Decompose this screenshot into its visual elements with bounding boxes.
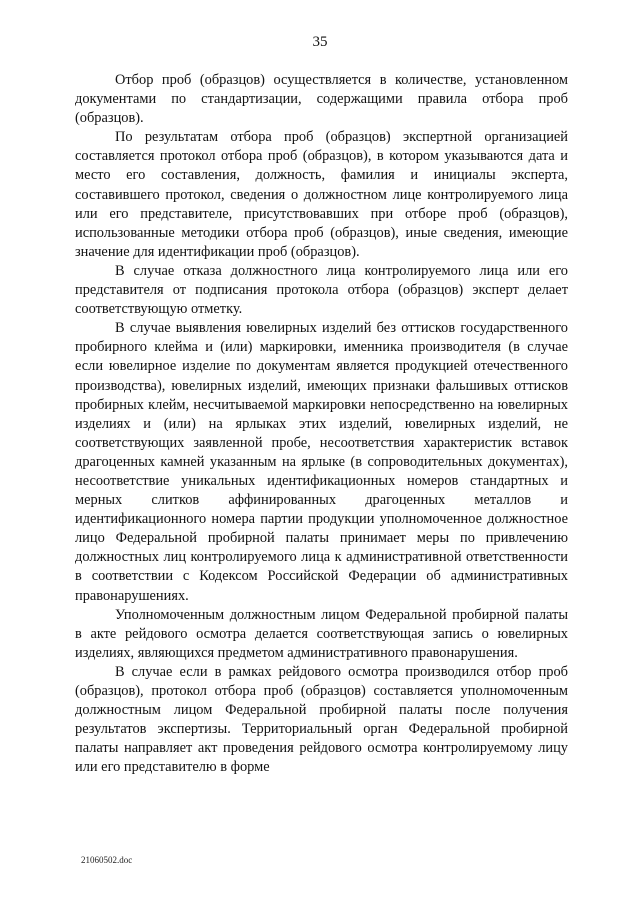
paragraph-protocol-after-expertise: В случае если в рамках рейдового осмотра производился отбор проб (образцов), протокол отбора проб (образцов) составляется уполномоченным должностным лицом Федеральной пробирной палаты после получения результатов экспертизы. Территориальный орган Федеральной пробирной палаты направляет акт проведения рейдового осмотра контролируемому лицу или его представителю в форме (75, 663, 568, 776)
paragraph-violations-detected: В случае выявления ювелирных изделий без оттисков государственного пробирного клейма и (или) маркировки, именника производителя (в случае если ювелирное изделие по документам является продукцией отечественного производства), ювелирных изделий, имеющих признаки фальшивых оттисков пробирных клейм, несчитываемой маркировки непосредственно на ювелирных изделиях и (или) на ярлыках этих изделий, ювелирных изделий, не соответствующих заявленной пробе, несоответствия характеристик вставок драгоценных камней указанным на ярлыке (в сопроводительных документах), несоответствие уникальных идентификационных номеров стандартных и мерных слитков аффинированных драгоценных металлов и идентификационного номера партии продукции уполномоченное должностное лицо Федеральной пробирной палаты принимает меры по привлечению должностных лиц контролируемого лица к административной ответственности в соответствии с Кодексом Российской Федерации об административных правонарушениях. (75, 320, 568, 604)
paragraph-refusal-to-sign: В случае отказа должностного лица контролируемого лица или его представителя от подписания протокола отбора (образцов) эксперт делает соответствующую отметку. (75, 262, 568, 318)
paragraph-inspection-record: Уполномоченным должностным лицом Федеральной пробирной палаты в акте рейдового осмотра делается соответствующая запись о ювелирных изделиях, являющихся предметом административного правонарушения. (75, 606, 568, 661)
document-body (75, 71, 568, 777)
document-filename: 21060502.doc (81, 855, 133, 865)
page-number: 35 (312, 34, 328, 50)
paragraph-sampling-quantity: Отбор проб (образцов) осуществляется в количестве, установленном документами по стандартизации, содержащими правила отбора проб (образцов). (75, 72, 568, 127)
paragraph-sampling-protocol: По результатам отбора проб (образцов) экспертной организацией составляется протокол отбора проб (образцов), в котором указываются дата и место его составления, должность, фамилия и инициалы эксперта, составившего протокол, сведения о должностном лице контролируемого лица или его представителе, присутствовавших при отборе проб (образцов), использованные методики отбора проб (образцов), иные сведения, имеющие значение для идентификации проб (образцов). (75, 129, 568, 260)
